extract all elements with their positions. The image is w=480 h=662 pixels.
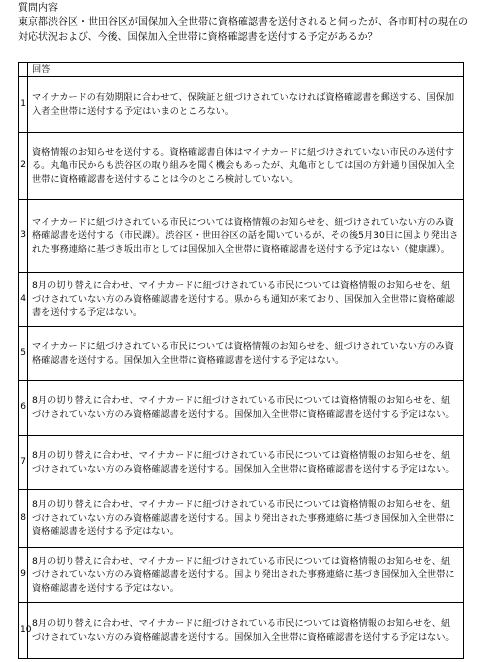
row-number: 7 — [19, 436, 28, 490]
table-header-row — [19, 63, 464, 77]
table-row — [19, 200, 464, 273]
answer-table — [18, 62, 464, 659]
row-number: 5 — [19, 327, 28, 381]
row-number: 3 — [19, 200, 28, 273]
header-number-cell — [19, 63, 28, 77]
table-row — [19, 273, 464, 327]
row-answer: マイナカードに紐づけされている市民については資格情報のお知らせを、紐づけされていない方のみ資格確認書を送付する。国保加入全世帯に資格確認書を送付する予定はない。 — [28, 327, 464, 381]
table-row — [19, 133, 464, 200]
question-text: 東京都渋谷区・世田谷区が国保加入全世帯に資格確認書を送付されると伺ったが、各市町村の現在の対応状況および、今後、国保加入全世帯に資格確認書を送付する予定があるか？ — [18, 17, 468, 43]
row-answer: 8月の切り替えに合わせ、マイナカードに紐づけされている市民については資格情報のお知らせを、紐づけされていない方のみ資格確認書を送付する。国より発出された事務連絡に基づき国保加入全世帯に資格確認書を送付する予定はない。 — [28, 548, 464, 603]
row-number: 1 — [19, 77, 28, 133]
table-row — [19, 548, 464, 603]
row-number: 10 — [19, 603, 28, 659]
table-row — [19, 327, 464, 381]
table-row — [19, 77, 464, 133]
row-answer: 8月の切り替えに合わせ、マイナカードに紐づけされている市民については資格情報のお知らせを、紐づけされていない方のみ資格確認書を送付する。国保加入全世帯に資格確認書を送付する予定はない。 — [28, 436, 464, 490]
question-label: 質問内容 — [18, 3, 58, 14]
table-row — [19, 490, 464, 548]
row-answer: 資格情報のお知らせを送付する。資格確認書自体はマイナカードに紐づけされていない市民のみ送付する。丸亀市民からも渋谷区の取り組みを聞く機会もあったが、丸亀市としては国の方針通り国保加入全世帯に資格確認書を送付することは今のところ検討していない。 — [28, 133, 464, 200]
row-answer: 8月の切り替えに合わせ、マイナカードに紐づけされている市民については資格情報のお知らせを、紐づけされていない方のみ資格確認書を送付する。県からも通知が来ており、国保加入全世帯に資格確認書を送付する予定はない。 — [28, 273, 464, 327]
table-row — [19, 436, 464, 490]
row-answer: マイナカードの有効期限に合わせて、保険証と紐づけされていなければ資格確認書を郵送する、国保加入者全世帯に送付する予定はいまのところない。 — [28, 77, 464, 133]
header-answer-cell: 回答 — [28, 63, 464, 77]
row-number: 9 — [19, 548, 28, 603]
row-number: 8 — [19, 490, 28, 548]
row-answer: 8月の切り替えに合わせ、マイナカードに紐づけされている市民については資格情報のお知らせを、紐づけされていない方のみ資格確認書を送付する。国保加入全世帯に資格確認書を送付する予定はない。 — [28, 381, 464, 436]
row-answer: マイナカードに紐づけされている市民については資格情報のお知らせを、紐づけされていない方のみ資格確認書を送付する（市民課）。渋谷区・世田谷区の話を聞いているが、その後5月30日に国より発出された事務連絡に基づき坂出市としては国保加入全世帯に資格確認書を送付する予定はない（健康課）。 — [28, 200, 464, 273]
row-answer: 8月の切り替えに合わせ、マイナカードに紐づけされている市民については資格情報のお知らせを、紐づけされていない方のみ資格確認書を送付する。国保加入全世帯に資格確認書を送付する予定はない。 — [28, 603, 464, 659]
row-number: 2 — [19, 133, 28, 200]
row-number: 6 — [19, 381, 28, 436]
table-row — [19, 381, 464, 436]
row-number: 4 — [19, 273, 28, 327]
row-answer: 8月の切り替えに合わせ、マイナカードに紐づけされている市民については資格情報のお知らせを、紐づけされていない方のみ資格確認書を送付する。国より発出された事務連絡に基づき国保加入全世帯に資格確認書を送付する予定はない。 — [28, 490, 464, 548]
table-row — [19, 603, 464, 659]
